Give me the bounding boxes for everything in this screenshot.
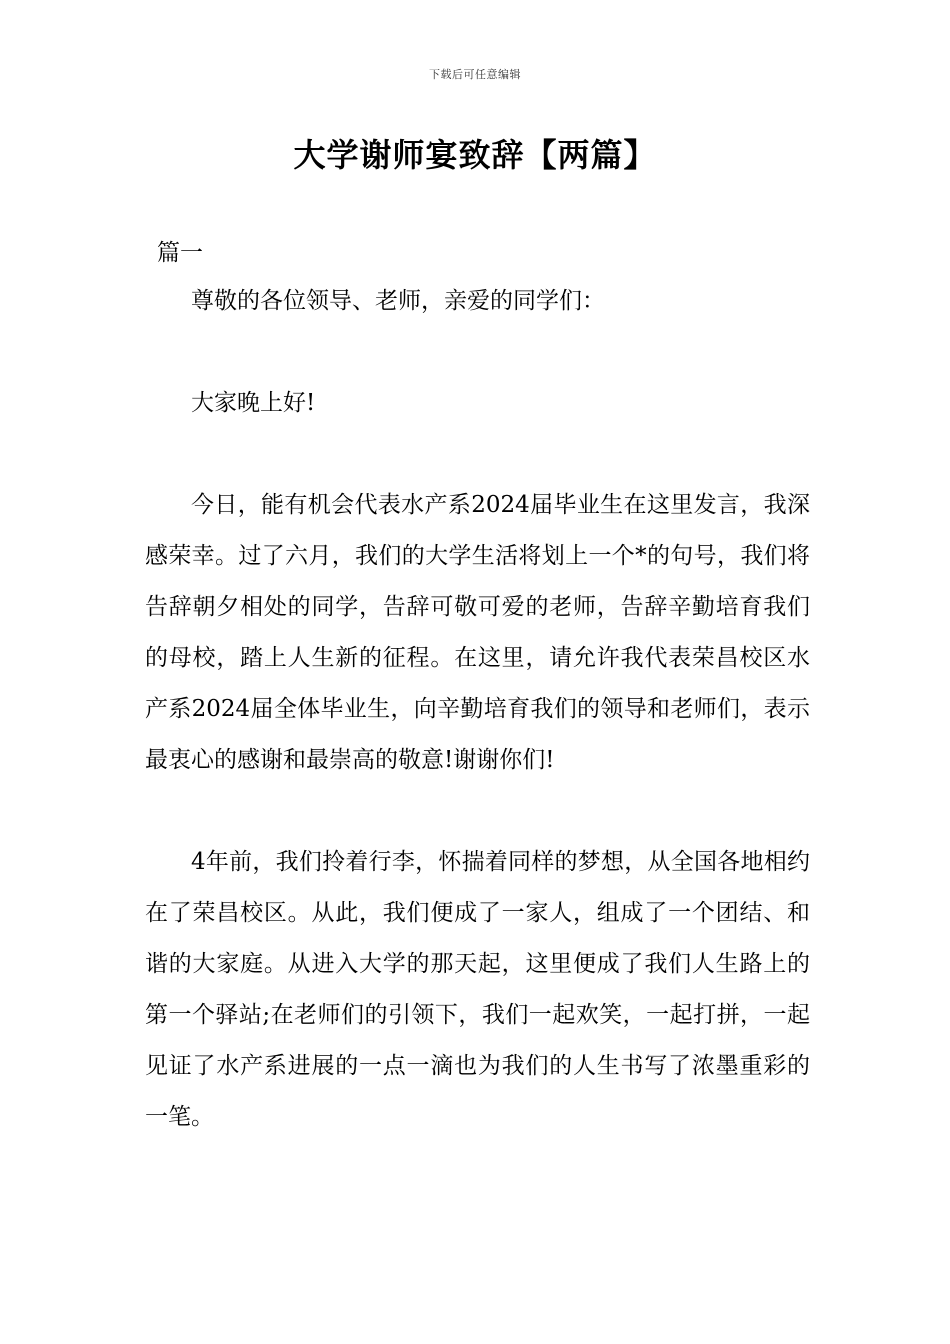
paragraph-greeting: 大家晚上好! bbox=[191, 390, 316, 416]
paragraph-salutation: 尊敬的各位领导、老师，亲爱的同学们： bbox=[191, 288, 605, 314]
document-body bbox=[145, 276, 810, 1143]
paragraph-body-2: 4年前，我们拎着行李，怀揣着同样的梦想，从全国各地相约在了荣昌校区。从此，我们便成了一家人，组成了一个团结、和谐的大家庭。从进入大学的那天起，这里便成了我们人生路上的第一个驿站;在老师们的引领下，我们一起欢笑，一起打拼，一起见证了水产系进展的一点一滴也为我们的人生书写了浓墨重彩的一笔。 bbox=[145, 849, 810, 1130]
header-note: 下载后可任意编辑 bbox=[429, 68, 521, 81]
document-title: 大学谢师宴致辞【两篇】 bbox=[293, 136, 657, 174]
paragraph-body-1: 今日，能有机会代表水产系2024届毕业生在这里发言，我深感荣幸。过了六月，我们的大学生活将划上一个*的句号，我们将告辞朝夕相处的同学，告辞可敬可爱的老师，告辞辛勤培育我们的母校，踏上人生新的征程。在这里，请允许我代表荣昌校区水产系2024届全体毕业生，向辛勤培育我们的领导和老师们，表示最衷心的感谢和最崇高的敬意!谢谢你们! bbox=[145, 492, 810, 773]
section-label: 篇一 bbox=[157, 240, 203, 266]
